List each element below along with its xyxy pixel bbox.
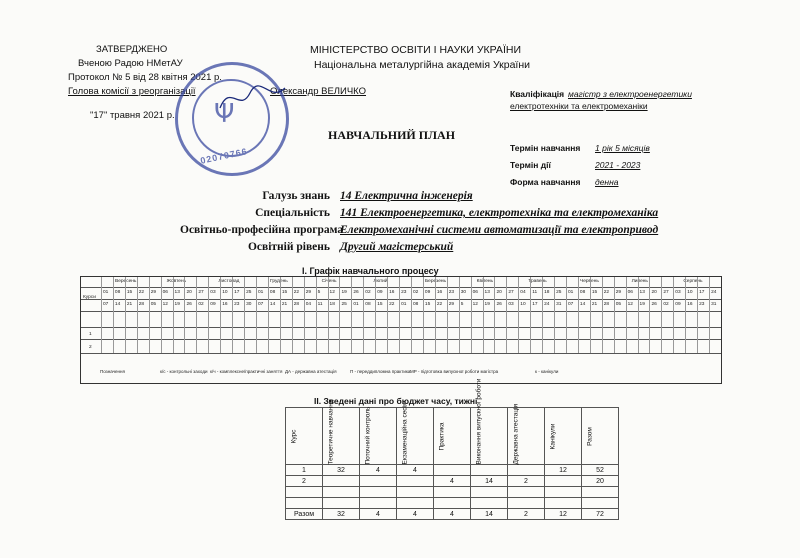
schedule-week-start: 13: [639, 290, 645, 295]
schedule-week-divider: [339, 277, 340, 353]
schedule-course-label: Курси: [83, 295, 96, 300]
budget-cell: 4: [360, 465, 397, 476]
schedule-week-divider: [566, 277, 567, 353]
schedule-week-divider: [101, 277, 102, 353]
schedule-week-start: 08: [579, 290, 586, 295]
schedule-week-end: 01: [353, 302, 359, 307]
schedule-week-divider: [184, 277, 185, 353]
budget-cell: [545, 476, 582, 487]
schedule-week-end: 25: [341, 302, 347, 307]
schedule-week-end: 5: [460, 302, 464, 307]
budget-cell: [545, 487, 582, 498]
schedule-week-start: 18: [544, 290, 550, 295]
schedule-week-end: 19: [639, 302, 645, 307]
qualification-value-1: магістр з електроенергетики: [568, 89, 692, 99]
signature-icon: [215, 78, 295, 118]
schedule-week-start: 17: [699, 290, 705, 295]
field-label-program: Освітньо-професійна програма: [180, 224, 344, 236]
approval-protocol: Протокол № 5 від 28 квітня 2021 р.: [68, 72, 222, 83]
budget-cell: [434, 498, 471, 509]
schedule-week-end: 14: [269, 302, 276, 307]
schedule-week-divider: [220, 277, 221, 353]
trident-icon: Ψ: [214, 99, 235, 129]
field-label-knowledge: Галузь знань: [262, 190, 330, 202]
schedule-week-end: 02: [663, 302, 669, 307]
table-row: [286, 465, 619, 476]
budget-cell: [360, 487, 397, 498]
budget-cell: [286, 487, 323, 498]
budget-cell: 14: [471, 476, 508, 487]
schedule-week-end: 19: [484, 302, 490, 307]
budget-cell: [434, 487, 471, 498]
schedule-week-divider: [292, 277, 293, 353]
schedule-week-start: 22: [293, 290, 300, 295]
schedule-week-divider: [673, 277, 674, 353]
schedule-week-start: 11: [532, 290, 538, 295]
schedule-week-start: 06: [627, 290, 633, 295]
schedule-week-end: 23: [699, 302, 705, 307]
schedule-week-divider: [208, 277, 209, 353]
schedule-week-start: 15: [281, 290, 288, 295]
field-value-program: Електромеханічні системи автоматизації та електропривод: [340, 224, 659, 236]
schedule-week-end: 26: [651, 302, 657, 307]
period-value: 2021 - 2023: [595, 160, 641, 170]
budget-header: Державна атестація: [508, 408, 545, 465]
schedule-week-end: 07: [568, 302, 574, 307]
budget-cell: [545, 498, 582, 509]
schedule-week-start: 03: [675, 290, 681, 295]
schedule-week-end: 05: [615, 302, 622, 307]
qualification-label: Кваліфікація: [510, 89, 565, 99]
schedule-week-divider: [125, 277, 126, 353]
academy-name: Національна металургійна академія України: [314, 59, 530, 71]
field-label-level: Освітній рівень: [247, 241, 330, 253]
schedule-month: Липень: [631, 279, 648, 284]
schedule-week-end: 31: [556, 302, 562, 307]
budget-header: Практика: [434, 408, 471, 465]
schedule-week-divider: [399, 277, 400, 353]
budget-cell: 1: [286, 465, 323, 476]
schedule-week-divider: [602, 277, 603, 353]
schedule-week-start: 09: [377, 290, 383, 295]
field-label-specialty: Спеціальність: [255, 207, 330, 219]
budget-cell: [434, 465, 471, 476]
budget-cell: Разом: [286, 509, 323, 520]
schedule-week-end: 23: [234, 302, 240, 307]
budget-header: Екзаменаційна сесія: [397, 408, 434, 465]
field-value-specialty: 141 Електроенергетика, електротехніка та електромеханіка: [340, 207, 659, 219]
schedule-month: Вересень: [115, 279, 137, 284]
budget-cell: [508, 465, 545, 476]
schedule-week-start: 17: [234, 290, 240, 295]
schedule-week-start: 20: [496, 290, 502, 295]
schedule-week-end: 16: [687, 302, 693, 307]
schedule-legend-item: МР - підготовка випускної роботи магістра: [410, 369, 499, 374]
budget-cell: [397, 476, 434, 487]
schedule-week-end: 28: [293, 302, 300, 307]
budget-cell: [397, 498, 434, 509]
schedule-week-start: 24: [711, 290, 717, 295]
schedule-week-divider: [483, 277, 484, 353]
schedule-week-start: 10: [222, 290, 228, 295]
form-value: денна: [595, 177, 619, 187]
schedule-week-end: 22: [436, 302, 443, 307]
schedule-title: І. Графік навчального процесу: [302, 266, 439, 276]
budget-cell: 4: [434, 509, 471, 520]
schedule-legend-item: ДА - державна атестація: [285, 369, 337, 374]
schedule-week-end: 07: [258, 302, 264, 307]
schedule-legend-item: к/ч - комплексне/практичні заняття: [210, 369, 283, 374]
budget-cell: [582, 498, 619, 509]
budget-cell: [323, 487, 360, 498]
schedule-week-start: 03: [210, 290, 216, 295]
budget-cell: 2: [286, 476, 323, 487]
schedule-month: Травень: [528, 279, 547, 284]
schedule-week-start: 19: [341, 290, 347, 295]
schedule-week-divider: [459, 277, 460, 353]
schedule-week-end: 19: [174, 302, 180, 307]
schedule-week-start: 16: [389, 290, 395, 295]
schedule-week-start: 27: [663, 290, 669, 295]
ministry-name: МІНІСТЕРСТВО ОСВІТИ І НАУКИ УКРАЇНИ: [310, 44, 521, 56]
schedule-legend-item: П - переддипломна практика: [350, 369, 411, 374]
schedule-week-end: 16: [222, 302, 228, 307]
field-value-level: Другий магістерський: [340, 241, 454, 253]
schedule-row-2-label: 2: [89, 345, 92, 350]
schedule-week-start: 25: [246, 290, 252, 295]
schedule-week-divider: [280, 277, 281, 353]
approval-signatory: Олександр ВЕЛИЧКО: [270, 86, 367, 97]
schedule-week-divider: [137, 277, 138, 353]
schedule-week-end: 10: [520, 302, 526, 307]
budget-cell: [508, 487, 545, 498]
schedule-week-divider: [304, 277, 305, 353]
schedule-week-end: 09: [210, 302, 216, 307]
schedule-week-divider: [638, 277, 639, 353]
schedule-month: Грудень: [270, 279, 288, 284]
schedule-week-end: 26: [496, 302, 502, 307]
schedule-week-divider: [363, 277, 364, 353]
schedule-week-divider: [328, 277, 329, 353]
schedule-month: Листопад: [218, 279, 240, 284]
schedule-week-start: 15: [591, 290, 598, 295]
schedule-week-divider: [590, 277, 591, 353]
budget-cell: 4: [397, 509, 434, 520]
schedule-week-divider: [530, 277, 531, 353]
schedule-week-divider: [578, 277, 579, 353]
schedule-week-start: 08: [269, 290, 276, 295]
schedule-week-divider: [268, 277, 269, 353]
budget-cell: 4: [434, 476, 471, 487]
schedule-week-end: 02: [198, 302, 204, 307]
schedule-week-start: 08: [114, 290, 121, 295]
schedule-week-divider: [149, 277, 150, 353]
schedule-week-start: 02: [413, 290, 419, 295]
form-label: Форма навчання: [510, 177, 581, 187]
period-label: Термін дії: [510, 160, 551, 170]
approval-commission: Голова комісії з реорганізації: [68, 86, 196, 97]
schedule-week-start: 20: [651, 290, 657, 295]
field-value-knowledge: 14 Електрична інженерія: [340, 190, 473, 202]
schedule-week-divider: [649, 277, 650, 353]
schedule-week-start: 20: [186, 290, 192, 295]
schedule-week-end: 26: [186, 302, 192, 307]
schedule-week-start: 22: [138, 290, 145, 295]
schedule-week-divider: [113, 277, 114, 353]
schedule-week-start: 23: [448, 290, 455, 295]
schedule-week-end: 24: [544, 302, 550, 307]
schedule-legend: [80, 367, 720, 381]
schedule-week-divider: [626, 277, 627, 353]
schedule-week-divider: [685, 277, 686, 353]
budget-header: Разом: [582, 408, 619, 465]
budget-cell: 12: [545, 465, 582, 476]
schedule-week-divider: [614, 277, 615, 353]
plan-title: НАВЧАЛЬНИЙ ПЛАН: [328, 128, 456, 142]
schedule-week-divider: [661, 277, 662, 353]
schedule-week-divider: [709, 277, 710, 353]
schedule-week-start: 12: [329, 290, 335, 295]
schedule-month: Червень: [580, 279, 599, 284]
budget-cell: [286, 498, 323, 509]
budget-cell: [360, 498, 397, 509]
budget-cell: [397, 487, 434, 498]
budget-cell: 32: [323, 465, 360, 476]
schedule-week-end: 29: [448, 302, 455, 307]
schedule-week-end: 21: [591, 302, 598, 307]
table-row: [286, 476, 619, 487]
budget-cell: [471, 487, 508, 498]
schedule-row-line: [81, 353, 721, 354]
budget-header: Виконання випускної роботи: [471, 408, 508, 465]
schedule-week-end: 15: [377, 302, 383, 307]
budget-cell: 4: [360, 509, 397, 520]
schedule-week-end: 14: [114, 302, 121, 307]
table-row: [286, 498, 619, 509]
schedule-week-divider: [494, 277, 495, 353]
stamp-code: 02070766: [199, 146, 249, 166]
table-row: [286, 487, 619, 498]
schedule-week-start: 25: [556, 290, 562, 295]
budget-cell: 2: [508, 509, 545, 520]
schedule-legend-item: к/с - контрольні заходи: [160, 369, 208, 374]
schedule-week-end: 04: [305, 302, 312, 307]
schedule-week-divider: [173, 277, 174, 353]
budget-cell: 32: [323, 509, 360, 520]
table-row: [286, 509, 619, 520]
approval-date: "17" травня 2021 р.: [90, 110, 175, 121]
schedule-week-end: 12: [472, 302, 478, 307]
schedule-week-start: 02: [365, 290, 371, 295]
schedule-week-start: 09: [424, 290, 431, 295]
schedule-week-start: 10: [687, 290, 693, 295]
schedule-week-end: 01: [401, 302, 407, 307]
schedule-week-start: 29: [615, 290, 622, 295]
schedule-week-divider: [244, 277, 245, 353]
schedule-week-divider: [161, 277, 162, 353]
schedule-week-end: 22: [389, 302, 395, 307]
schedule-week-end: 12: [627, 302, 633, 307]
schedule-week-end: 17: [532, 302, 538, 307]
budget-cell: [323, 498, 360, 509]
budget-cell: [471, 498, 508, 509]
qualification-value-2: електротехніки та електромеханіки: [510, 101, 648, 111]
budget-header: Курс: [286, 408, 323, 465]
schedule-legend-item: Позначення: [100, 369, 125, 374]
schedule-week-end: 21: [281, 302, 288, 307]
schedule-week-end: 21: [126, 302, 133, 307]
budget-cell: 2: [508, 476, 545, 487]
schedule-week-end: 07: [103, 302, 109, 307]
schedule-week-divider: [196, 277, 197, 353]
schedule-week-start: 13: [484, 290, 490, 295]
budget-header: Канікули: [545, 408, 582, 465]
schedule-week-divider: [256, 277, 257, 353]
schedule-week-end: 05: [150, 302, 157, 307]
schedule-week-divider: [471, 277, 472, 353]
budget-cell: [471, 465, 508, 476]
budget-header: Теоретичне навчання: [323, 408, 360, 465]
schedule-week-start: 5: [317, 290, 321, 295]
schedule-month: Серпень: [683, 279, 703, 284]
approval-council: Вченою Радою НМетАУ: [78, 58, 183, 69]
schedule-week-start: 29: [305, 290, 312, 295]
schedule-week-end: 28: [603, 302, 610, 307]
schedule-week-divider: [542, 277, 543, 353]
budget-cell: 20: [582, 476, 619, 487]
schedule-week-start: 15: [126, 290, 133, 295]
term-value: 1 рік 5 місяців: [595, 143, 650, 153]
budget-cell: [582, 487, 619, 498]
schedule-week-start: 22: [603, 290, 610, 295]
schedule-week-end: 18: [329, 302, 335, 307]
schedule-week-start: 06: [162, 290, 168, 295]
schedule-row-1-label: 1: [89, 332, 92, 337]
schedule-week-start: 27: [198, 290, 204, 295]
budget-cell: 12: [545, 509, 582, 520]
schedule-week-divider: [435, 277, 436, 353]
schedule-week-end: 28: [138, 302, 145, 307]
budget-cell: 72: [582, 509, 619, 520]
schedule-week-divider: [554, 277, 555, 353]
budget-header: Поточний контроль: [360, 408, 397, 465]
schedule-week-divider: [697, 277, 698, 353]
schedule-week-divider: [387, 277, 388, 353]
budget-cell: 52: [582, 465, 619, 476]
schedule-month: Березень: [425, 279, 447, 284]
schedule-month: Січень: [321, 279, 337, 284]
budget-cell: 14: [471, 509, 508, 520]
schedule-week-end: 03: [508, 302, 514, 307]
schedule-week-start: 27: [508, 290, 514, 295]
budget-cell: 4: [397, 465, 434, 476]
schedule-week-end: 31: [711, 302, 717, 307]
schedule-week-end: 08: [365, 302, 371, 307]
approval-title: ЗАТВЕРДЖЕНО: [96, 44, 168, 55]
schedule-month: Жовтень: [166, 279, 187, 284]
term-label: Термін навчання: [510, 143, 581, 153]
schedule-week-end: 30: [246, 302, 252, 307]
schedule-week-end: 09: [675, 302, 681, 307]
schedule-week-divider: [411, 277, 412, 353]
schedule-week-divider: [351, 277, 352, 353]
schedule-week-divider: [316, 277, 317, 353]
schedule-week-divider: [375, 277, 376, 353]
budget-cell: [360, 476, 397, 487]
schedule-week-start: 04: [520, 290, 526, 295]
schedule-week-divider: [423, 277, 424, 353]
schedule-week-divider: [506, 277, 507, 353]
schedule-week-end: 12: [162, 302, 168, 307]
schedule-week-start: 16: [436, 290, 443, 295]
schedule-week-start: 01: [103, 290, 109, 295]
schedule-week-start: 26: [353, 290, 359, 295]
schedule-week-divider: [447, 277, 448, 353]
schedule-week-end: 11: [317, 302, 323, 307]
schedule-week-end: 08: [413, 302, 419, 307]
schedule-week-start: 29: [150, 290, 157, 295]
schedule-week-start: 23: [401, 290, 407, 295]
schedule-week-divider: [518, 277, 519, 353]
schedule-month: Лютий: [373, 279, 388, 284]
schedule-week-start: 13: [174, 290, 180, 295]
schedule-week-start: 01: [568, 290, 574, 295]
budget-cell: [508, 498, 545, 509]
schedule-week-start: 01: [258, 290, 264, 295]
budget-cell: [323, 476, 360, 487]
schedule-week-end: 14: [579, 302, 586, 307]
budget-title: ІІ. Зведені дані про бюджет часу, тижні: [314, 396, 478, 406]
schedule-week-start: 30: [460, 290, 467, 295]
schedule-week-end: 15: [424, 302, 431, 307]
schedule-week-divider: [232, 277, 233, 353]
schedule-legend-item: к - канікули: [535, 369, 559, 374]
schedule-week-start: 06: [472, 290, 478, 295]
schedule-month: Квітень: [476, 279, 494, 284]
